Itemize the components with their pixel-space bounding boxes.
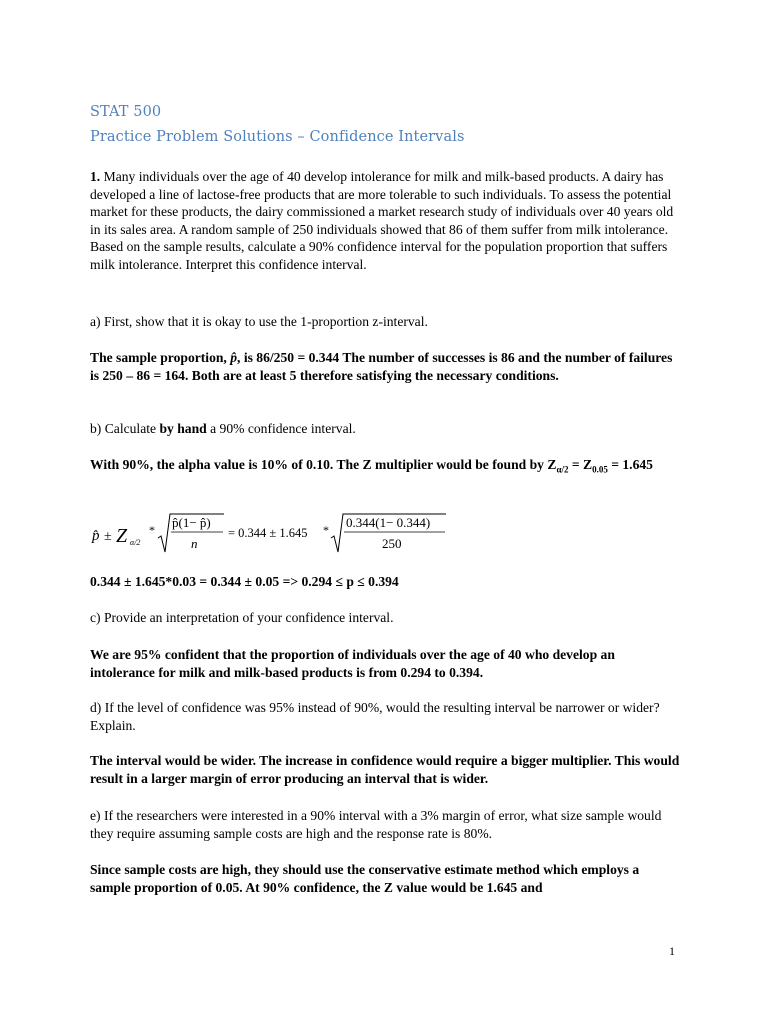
part-a-answer-pre: The sample proportion, [90, 350, 231, 365]
problem-number: 1. [90, 169, 101, 184]
formula-Z-sub: α/2 [130, 538, 141, 547]
part-c-question: c) Provide an interpretation of your confidence interval. [90, 610, 394, 625]
formula-phat: p̂ [92, 528, 100, 544]
alpha-subscript: α/2 [556, 464, 569, 475]
part-e-question: e) If the researchers were interested in a 90% interval with a 3% margin of error, what size sample would they require assuming sample costs are high and the response rate is 80%. [90, 808, 662, 841]
part-b-answer-pre: With 90%, the alpha value is 10% of 0.10. The Z multiplier would be found by Z [90, 457, 557, 472]
page-number: 1 [669, 944, 675, 958]
part-b-answer-post: = 1.645 [607, 457, 653, 472]
part-a-question: a) First, show that it is okay to use the 1-proportion z-interval. [90, 314, 428, 329]
part-b-answer [90, 456, 682, 479]
confidence-interval-formula [90, 510, 510, 558]
problem-statement [90, 168, 682, 274]
formula-num2: 0.344(1− 0.344) [346, 515, 431, 530]
part-b-result: 0.344 ± 1.645*0.03 = 0.344 ± 0.05 => 0.294 ≤ p ≤ 0.394 [90, 574, 399, 589]
part-b-question-post: a 90% confidence interval. [206, 421, 356, 436]
part-d-answer: The interval would be wider. The increase in confidence would require a bigger multiplier. This would result in a larger margin of error producing an interval that is wider. [90, 753, 680, 786]
formula-numerator: p̂(1− p̂) [172, 515, 211, 530]
formula-pm: ± [104, 529, 112, 544]
part-e-answer: Since sample costs are high, they should use the conservative estimate method which employs a sample proportion of 0.05. At 90% confidence, the Z value would be 1.645 and [90, 862, 640, 895]
formula-equals: = 0.344 ± 1.645 [228, 526, 308, 540]
p-hat-symbol: p̂ [230, 350, 238, 365]
part-b-question [90, 420, 682, 438]
part-b-question-bold: by hand [159, 421, 207, 436]
formula-star2: * [323, 523, 329, 537]
z-subscript: 0.05 [592, 464, 608, 475]
problem-text: Many individuals over the age of 40 develop intolerance for milk and milk-based products. A dairy has developed a line of lactose-free products that are more tolerable to such individuals. To assess the potential market for these products, the dairy commissioned a market research study of individuals over 40 years old in its sales area. A random sample of 250 individuals showed that 86 of them suffer from milk intolerance. Based on the sample results, calculate a 90% confidence interval for the population proportion that suffers milk intolerance. Interpret this confidence interval. [90, 169, 674, 272]
part-b-answer-mid: = Z [568, 457, 593, 472]
part-a-answer-post: , is 86/250 = 0.344 The number of successes is 86 and the number of failures is 250 – 86 = 164. Both are at least 5 therefore satisfying the necessary conditions. [90, 350, 673, 383]
formula-Z: Z [116, 525, 128, 547]
part-d-question: d) If the level of confidence was 95% instead of 90%, would the resulting interval be narrower or wider? Explain. [90, 700, 660, 733]
page-title: Practice Problem Solutions – Confidence Intervals [90, 129, 465, 145]
part-a-answer [90, 349, 682, 384]
formula-den2: 250 [382, 536, 402, 551]
part-b-question-pre: b) Calculate [90, 421, 160, 436]
formula-star1: * [149, 523, 155, 537]
formula-denominator: n [191, 536, 198, 551]
part-c-answer: We are 95% confident that the proportion of individuals over the age of 40 who develop an intolerance for milk and milk-based products is from 0.294 to 0.394. [90, 647, 615, 680]
course-title: STAT 500 [90, 104, 162, 120]
